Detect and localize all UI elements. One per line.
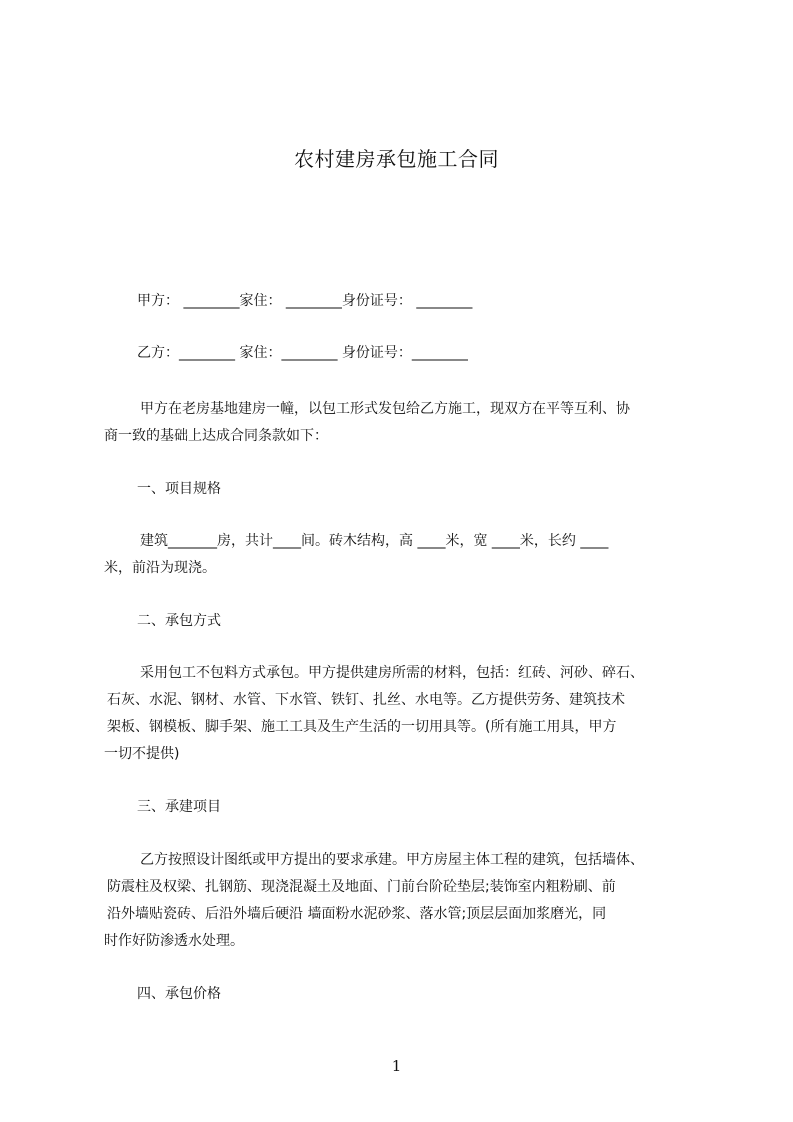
party-a-line: 甲方： ________家住： ________身份证号： ________ — [137, 293, 473, 309]
paragraph-line: 防震柱及权梁、扎钢筋、现浇混凝土及地面、门前台阶砼垫层;装饰室内粗粉刷、前 — [107, 879, 616, 895]
paragraph-line: 一切不提供) — [104, 746, 180, 762]
intro-paragraph — [104, 400, 704, 445]
section-heading: 三、承建项目 — [137, 799, 221, 815]
paragraph-line: 乙方按照设计图纸或甲方提出的要求承建。甲方房屋主体工程的建筑，包括墙体、 — [140, 852, 644, 868]
page-number: 1 — [391, 1057, 402, 1075]
section-heading: 一、项目规格 — [137, 481, 221, 497]
section-heading: 二、承包方式 — [137, 613, 221, 629]
party-b-line: 乙方：________ 家住：________ 身份证号：________ — [137, 345, 468, 361]
document-title: 农村建房承包施工合同 — [294, 147, 499, 171]
paragraph-line: 采用包工不包料方式承包。甲方提供建房所需的材料，包括：红砖、河砂、碎石、 — [140, 665, 644, 681]
paragraph-line: 建筑_______房，共计____间。砖木结构，高 ____米，宽 ____米，长约 ____ — [140, 533, 609, 549]
section-paragraph — [104, 664, 704, 763]
section-heading: 四、承包价格 — [137, 986, 221, 1002]
paragraph-line: 架板、钢模板、脚手架、施工工具及生产生活的一切用具等。(所有施工用具，甲方 — [107, 719, 617, 735]
paragraph-line: 石灰、水泥、钢材、水管、下水管、铁钉、扎丝、水电等。乙方提供劳务、建筑技术 — [107, 692, 625, 708]
paragraph-line: 时作好防渗透水处理。 — [104, 933, 244, 949]
paragraph-line: 米，前沿为现浇。 — [104, 560, 216, 576]
intro-line: 甲方在老房基地建房一幢，以包工形式发包给乙方施工，现双方在平等互利、协 — [140, 401, 630, 417]
section-paragraph — [104, 532, 704, 577]
section-paragraph — [104, 851, 704, 950]
intro-line: 商一致的基础上达成合同条款如下： — [104, 428, 328, 444]
paragraph-line: 沿外墙贴瓷砖、后沿外墙后硬沿 墙面粉水泥砂浆、落水管;顶层层面加浆磨光，同 — [107, 906, 607, 922]
